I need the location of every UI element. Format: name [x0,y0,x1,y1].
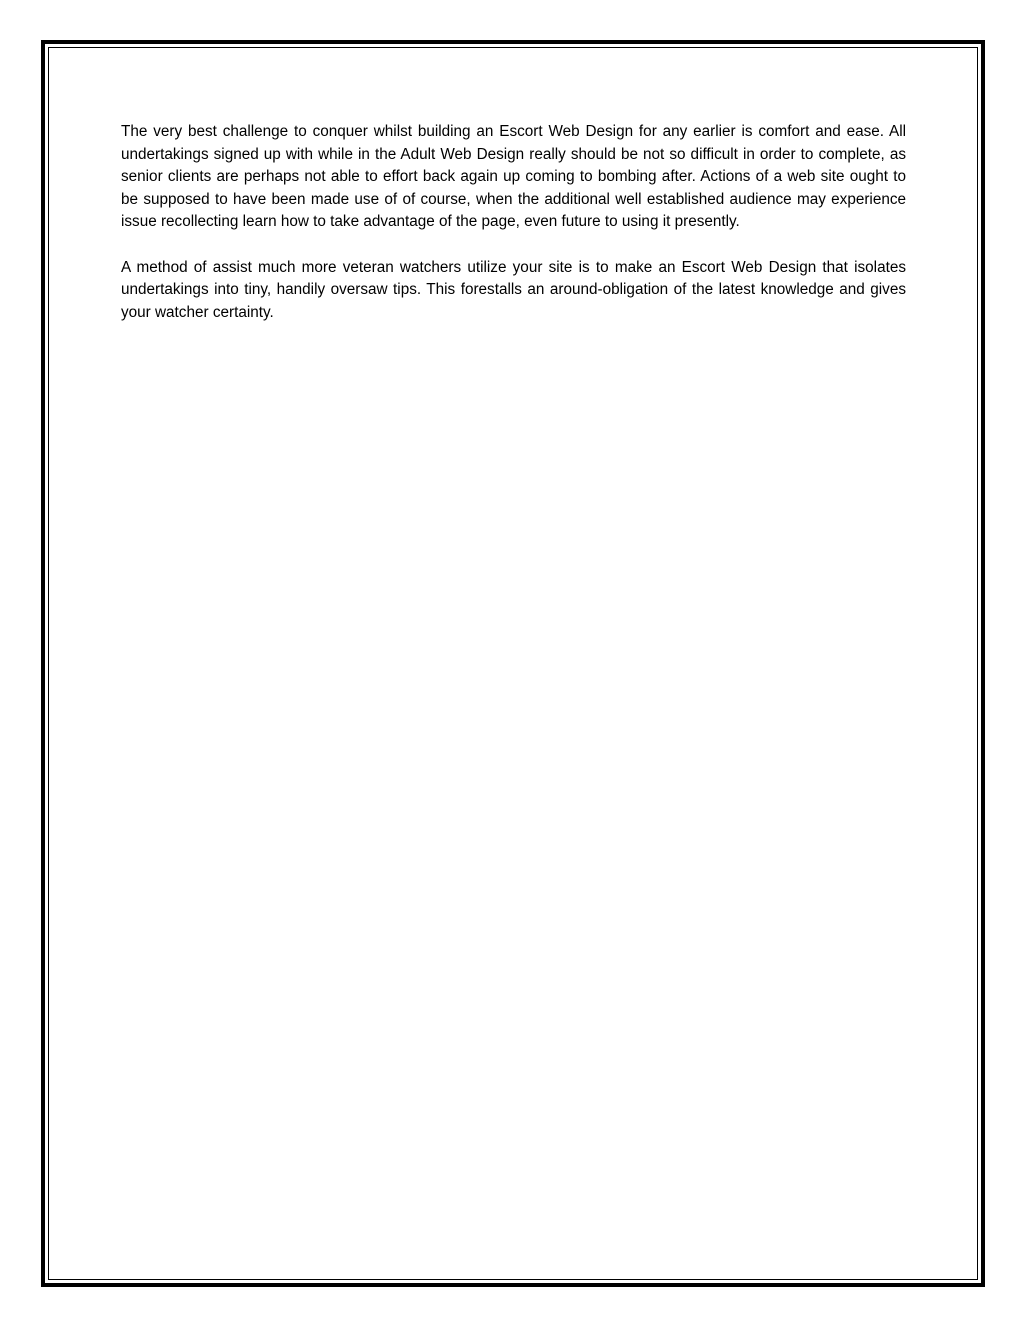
paragraph-2: A method of assist much more veteran watchers utilize your site is to make an Escort Web Design that isolates undertakings into tiny, handily oversaw tips. This forestalls an around-obligation of the latest knowledge and gives your watcher certainty. [121,258,906,321]
document-body [121,121,906,347]
paragraph-1: The very best challenge to conquer whilst building an Escort Web Design for any earlier is comfort and ease. All undertakings signed up with while in the Adult Web Design really should be not so difficult in order to complete, as senior clients are perhaps not able to effort back again up coming to bombing after. Actions of a web site ought to be supposed to have been made use of of course, when the additional well established audience may experience issue recollecting learn how to take advantage of the page, even future to using it presently. [121,123,906,231]
